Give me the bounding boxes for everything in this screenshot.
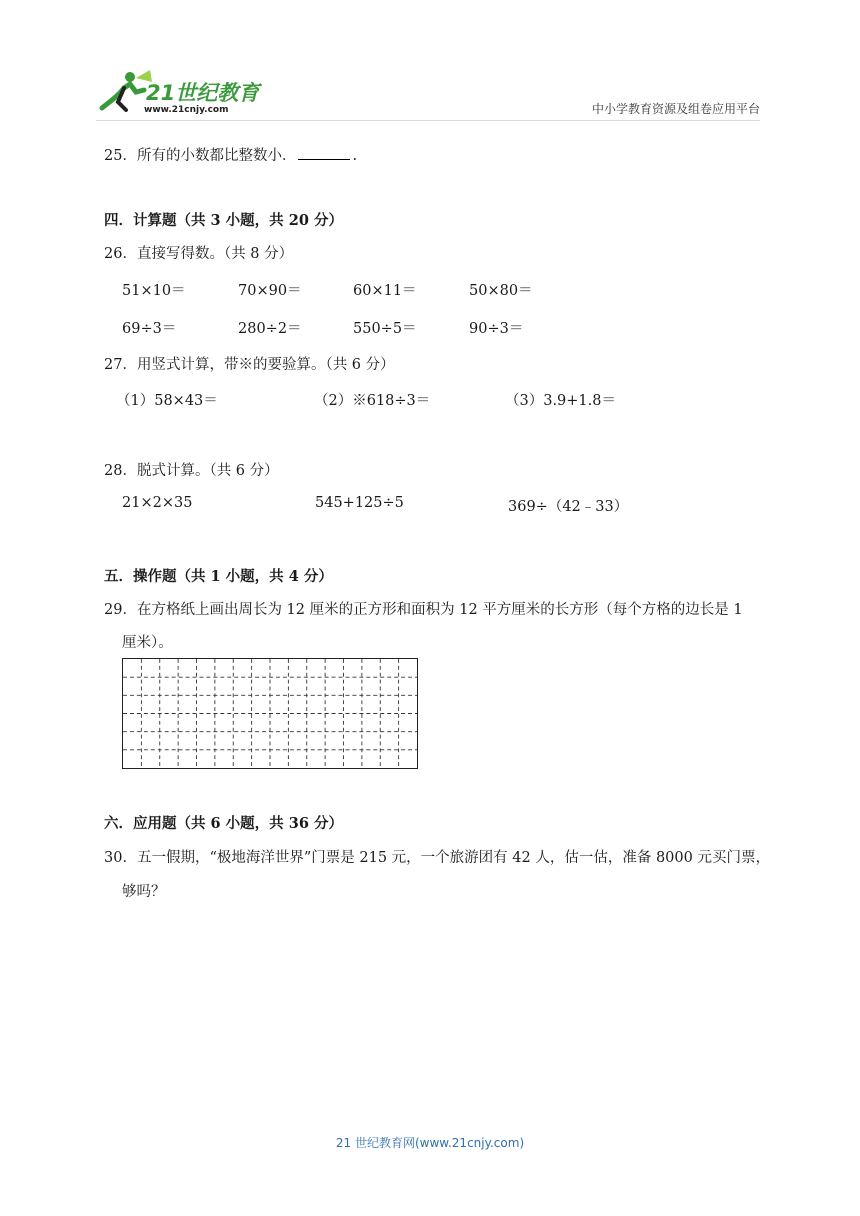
platform-label: 中小学教育资源及组卷应用平台	[591, 102, 760, 116]
question-29-line1: 29．在方格纸上画出周长为 12 厘米的正方形和面积为 12 平方厘米的长方形（每个方格的边长是 1	[104, 602, 743, 618]
question-27-title: 27．用竖式计算，带※的要验算。（共 6 分）	[104, 357, 395, 373]
logo-wordmark: 21世纪教育	[146, 81, 260, 105]
q28-item: 545+125÷5	[315, 495, 404, 511]
q26-item: 50×80＝	[469, 283, 533, 299]
q28-item: 21×2×35	[122, 495, 193, 511]
q26-item: 90÷3＝	[469, 321, 524, 337]
section-4-title: 四．计算题（共 3 小题，共 20 分）	[104, 212, 343, 229]
q26-item: 70×90＝	[238, 283, 302, 299]
question-28-title: 28．脱式计算。（共 6 分）	[104, 463, 279, 479]
q26-item: 51×10＝	[122, 283, 186, 299]
q27-item: （2）※618÷3＝	[314, 393, 431, 409]
question-25-period: .	[352, 148, 358, 164]
section-6-title: 六．应用题（共 6 小题，共 36 分）	[104, 815, 343, 832]
runner-icon	[102, 70, 152, 110]
logo-url: www.21cnjy.com	[144, 105, 229, 115]
question-29-line2: 厘米）。	[122, 635, 173, 651]
footer-link[interactable]: 21 世纪教育网(www.21cnjy.com)	[335, 1136, 525, 1150]
site-logo	[96, 70, 266, 116]
question-25	[104, 144, 357, 165]
q28-item: 369÷（42﹣33）	[508, 499, 629, 515]
q26-item: 280÷2＝	[238, 321, 302, 337]
graph-paper-grid[interactable]	[122, 658, 418, 769]
q27-item: （3）3.9+1.8＝	[505, 393, 616, 409]
answer-blank[interactable]	[298, 145, 350, 160]
q26-item: 69÷3＝	[122, 321, 177, 337]
question-25-text: 25．所有的小数都比整数小．	[104, 148, 297, 164]
header-divider	[96, 120, 760, 121]
q26-item: 60×11＝	[353, 283, 417, 299]
question-30-line2: 够吗？	[122, 884, 166, 900]
question-30-line1: 30．五一假期，“极地海洋世界”门票是 215 元，一个旅游团有 42 人，估一估，准备 8000 元买门票，	[104, 850, 770, 866]
q27-item: （1）58×43＝	[116, 393, 218, 409]
q26-item: 550÷5＝	[353, 321, 417, 337]
question-26-title: 26．直接写得数。（共 8 分）	[104, 246, 294, 262]
section-5-title: 五．操作题（共 1 小题，共 4 分）	[104, 568, 333, 585]
